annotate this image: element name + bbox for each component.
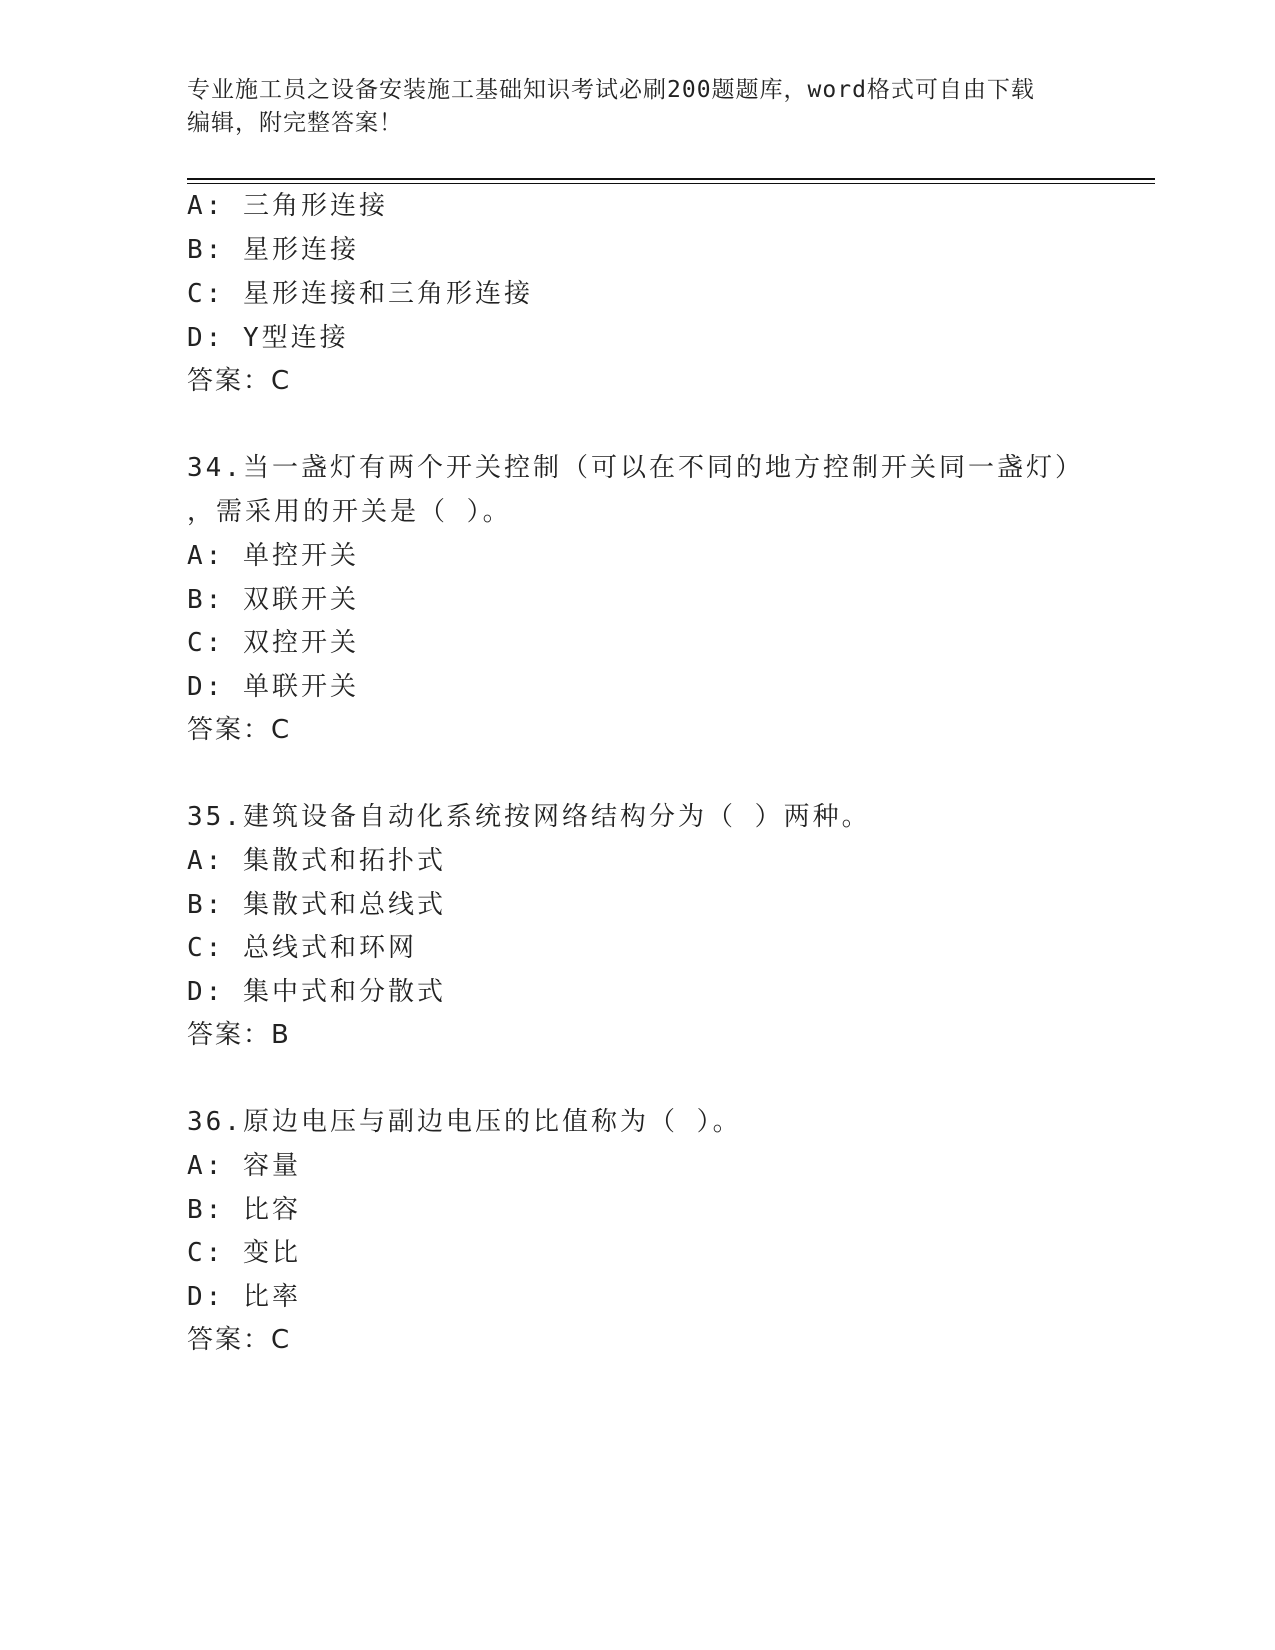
header-title-line-1: 专业施工员之设备安装施工基础知识考试必刷200题题库，word格式可自由下载	[187, 77, 1035, 103]
q36-option-d: D: 比率	[187, 1282, 301, 1312]
q35-option-a: A: 集散式和拓扑式	[187, 846, 446, 876]
header-divider-thick	[187, 178, 1155, 180]
q35-option-c: C: 总线式和环网	[187, 933, 417, 963]
q33-option-a: A: 三角形连接	[187, 191, 388, 221]
q34-option-c: C: 双控开关	[187, 628, 359, 658]
q34-option-a: A: 单控开关	[187, 541, 359, 571]
header-divider-thin	[187, 183, 1155, 184]
q33-option-b: B: 星形连接	[187, 235, 359, 265]
q33-option-c: C: 星形连接和三角形连接	[187, 279, 533, 309]
q33-answer: 答案：C	[187, 366, 292, 396]
q33-option-d: D: Y型连接	[187, 323, 349, 353]
q34-question-line-1: 34.当一盏灯有两个开关控制（可以在不同的地方控制开关同一盏灯）	[187, 453, 1084, 483]
q35-answer: 答案：B	[187, 1020, 291, 1050]
q35-question: 35.建筑设备自动化系统按网络结构分为（ ）两种。	[187, 802, 871, 832]
q34-answer: 答案：C	[187, 715, 292, 745]
q36-option-a: A: 容量	[187, 1151, 301, 1181]
q36-option-b: B: 比容	[187, 1195, 301, 1225]
document-header	[187, 74, 1087, 140]
q36-question: 36.原边电压与副边电压的比值称为（ ）。	[187, 1107, 742, 1137]
q35-option-b: B: 集散式和总线式	[187, 890, 446, 920]
q36-answer: 答案：C	[187, 1325, 292, 1355]
q35-option-d: D: 集中式和分散式	[187, 977, 446, 1007]
q36-option-c: C: 变比	[187, 1238, 301, 1268]
q34-option-b: B: 双联开关	[187, 585, 359, 615]
header-title-line-2: 编辑，附完整答案！	[187, 110, 403, 136]
q34-question-line-2: ，需采用的开关是（ ）。	[187, 497, 512, 527]
q34-option-d: D: 单联开关	[187, 672, 359, 702]
